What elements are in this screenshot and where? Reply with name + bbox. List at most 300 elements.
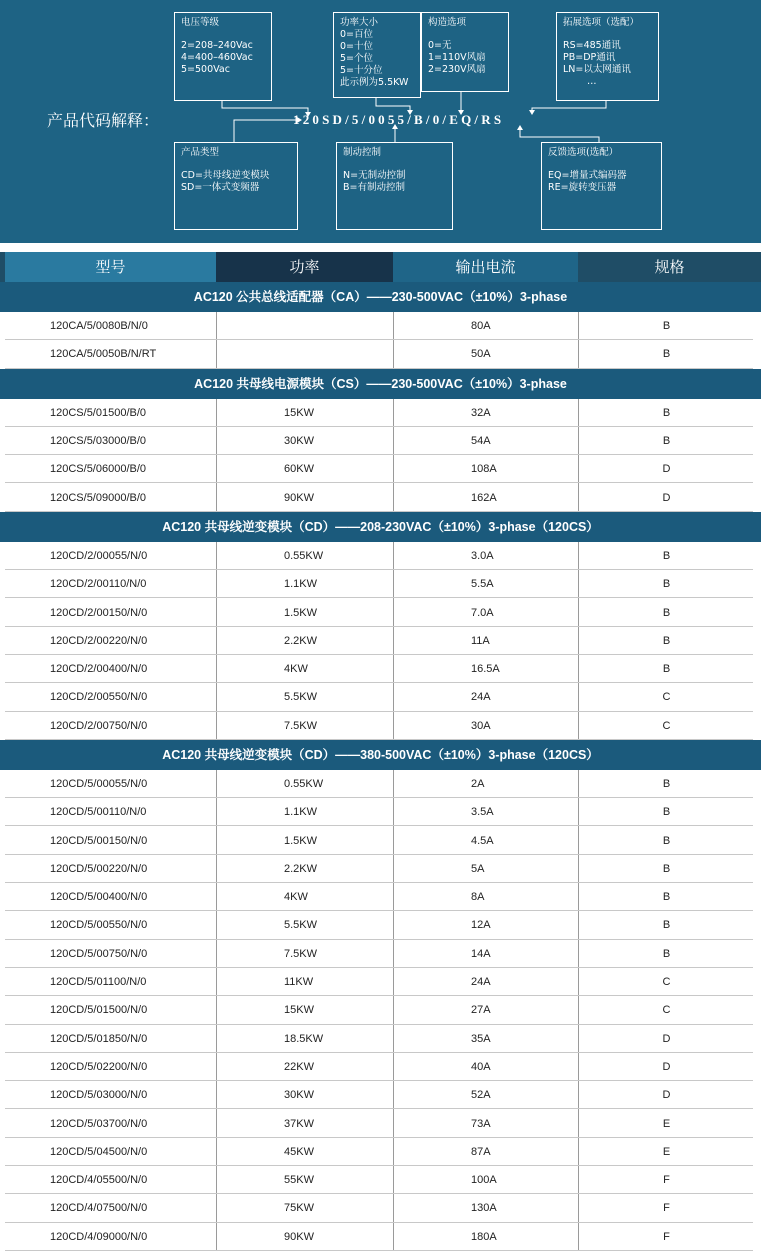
current-cell-text: 5A xyxy=(471,862,485,875)
power-cell-text: 90KW xyxy=(284,1230,314,1243)
spec-cell xyxy=(578,655,754,683)
construction-line: 2=230V风扇 xyxy=(428,64,486,75)
current-cell-text: 16.5A xyxy=(471,663,500,676)
power-cell xyxy=(216,399,394,427)
feedback-box xyxy=(541,142,662,230)
current-cell xyxy=(393,1053,579,1081)
model-cell-text: 120CD/5/04500/N/0 xyxy=(50,1145,148,1158)
current-cell-text: 87A xyxy=(471,1145,491,1158)
model-cell-text: 120CD/5/02200/N/0 xyxy=(50,1060,148,1073)
section-header: AC120 公共总线适配器（CA）——230-500VAC（±10%）3-phase xyxy=(0,282,761,312)
power-cell xyxy=(216,570,394,598)
table-row xyxy=(0,968,761,996)
spec-cell xyxy=(578,627,754,655)
model-cell-text: 120CS/5/03000/B/0 xyxy=(50,435,147,448)
model-cell-text: 120CD/2/00400/N/0 xyxy=(50,663,148,676)
power-cell xyxy=(216,627,394,655)
model-cell-text: 120CD/5/00055/N/0 xyxy=(50,778,148,790)
current-cell xyxy=(393,1166,579,1194)
current-cell-text: 30A xyxy=(471,719,491,732)
current-cell xyxy=(393,940,579,968)
power-cell xyxy=(216,340,394,368)
power-cell xyxy=(216,683,394,711)
power-cell xyxy=(216,427,394,455)
power-cell-text: 1.1KW xyxy=(284,578,318,591)
model-cell-text: 120CD/2/00150/N/0 xyxy=(50,606,148,619)
product-code-diagram xyxy=(0,0,761,243)
table-row xyxy=(0,1194,761,1222)
model-cell-text: 120CD/2/00550/N/0 xyxy=(50,691,148,704)
power-cell xyxy=(216,598,394,626)
spec-cell-text: B xyxy=(662,578,671,591)
power-cell xyxy=(216,883,394,911)
example-product-code: 120SD/5/0055/B/0/EQ/RS xyxy=(293,112,505,127)
model-cell-text: 120CD/5/00400/N/0 xyxy=(50,891,148,904)
power-cell xyxy=(216,483,394,511)
model-cell-text: 120CA/5/0080B/N/0 xyxy=(50,320,148,333)
current-cell-text: 7.0A xyxy=(471,606,494,619)
power-box xyxy=(333,12,421,98)
power-cell xyxy=(216,855,394,883)
power-cell-text: 55KW xyxy=(284,1174,314,1187)
current-cell-text: 14A xyxy=(471,947,491,960)
spec-cell-text: B xyxy=(662,406,671,419)
feedback-line: EQ=增量式编码器 xyxy=(548,170,627,181)
current-cell-text: 11A xyxy=(471,634,490,647)
spec-cell-text: B xyxy=(662,806,671,819)
model-cell xyxy=(50,483,216,511)
table-row xyxy=(0,1109,761,1137)
table-row xyxy=(0,312,761,340)
spec-cell xyxy=(578,798,754,826)
model-cell-text: 120CD/2/00220/N/0 xyxy=(50,634,148,647)
code-explanation-label: 产品代码解释： xyxy=(47,111,160,130)
power-cell-text: 7.5KW xyxy=(284,719,318,732)
construction-box xyxy=(421,12,509,92)
current-cell xyxy=(393,911,579,939)
power-cell xyxy=(216,1025,394,1053)
current-cell xyxy=(393,770,579,798)
model-cell-text: 120CD/2/00110/N/0 xyxy=(50,578,147,591)
model-cell xyxy=(50,996,216,1024)
model-cell xyxy=(50,1223,216,1251)
power-line: 5=个位 xyxy=(340,53,374,64)
section-header: AC120 共母线逆变模块（CD）——208-230VAC（±10%）3-phase（120CS） xyxy=(0,512,761,542)
model-cell-text: 120CD/5/03700/N/0 xyxy=(50,1117,148,1130)
spec-cell-text: B xyxy=(662,634,671,647)
extension-line: LN=以太网通讯 xyxy=(563,64,631,75)
model-cell xyxy=(50,1053,216,1081)
model-cell xyxy=(50,855,216,883)
model-cell xyxy=(50,683,216,711)
spec-cell-text: C xyxy=(662,976,671,989)
table-row xyxy=(0,1053,761,1081)
model-cell-text: 120CD/5/00750/N/0 xyxy=(50,947,148,960)
section-header: AC120 共母线电源模块（CS）——230-500VAC（±10%）3-phase xyxy=(0,369,761,399)
spec-cell-text: D xyxy=(662,1089,671,1102)
brake-control-line: N=无制动控制 xyxy=(343,170,406,181)
spec-cell-text: C xyxy=(662,691,671,704)
spec-cell-text: C xyxy=(662,1004,671,1017)
table-row xyxy=(0,683,761,711)
current-cell-text: 32A xyxy=(471,406,491,419)
table-row xyxy=(0,542,761,570)
model-cell xyxy=(50,968,216,996)
current-cell xyxy=(393,598,579,626)
spec-cell xyxy=(578,883,754,911)
table-row xyxy=(0,399,761,427)
current-cell xyxy=(393,712,579,740)
header-power: 功率 xyxy=(216,252,393,282)
power-cell xyxy=(216,1053,394,1081)
power-cell xyxy=(216,1138,394,1166)
power-cell xyxy=(216,1194,394,1222)
model-cell xyxy=(50,598,216,626)
current-cell xyxy=(393,968,579,996)
model-cell-text: 120CD/5/00110/N/0 xyxy=(50,806,147,819)
spec-cell-text: C xyxy=(662,719,671,732)
current-cell-text: 8A xyxy=(471,891,485,904)
power-cell xyxy=(216,655,394,683)
spec-cell-text: F xyxy=(663,1230,670,1243)
spec-cell-text: D xyxy=(662,491,671,504)
header-model: 型号 xyxy=(5,252,216,282)
current-cell xyxy=(393,1223,579,1251)
power-line: 此示例为5.5KW xyxy=(340,77,409,88)
feedback-line: RE=旋转变压器 xyxy=(548,182,617,193)
model-cell xyxy=(50,1109,216,1137)
voltage-title: 电压等级 xyxy=(181,17,220,28)
spec-cell xyxy=(578,1194,754,1222)
power-cell-text: 0.55KW xyxy=(284,778,324,790)
brake-control-line: B=有制动控制 xyxy=(343,182,405,193)
model-cell xyxy=(50,826,216,854)
header-spec: 规格 xyxy=(578,252,761,282)
current-cell xyxy=(393,542,579,570)
current-cell xyxy=(393,340,579,368)
current-cell-text: 3.0A xyxy=(471,549,494,562)
model-cell xyxy=(50,399,216,427)
table-row xyxy=(0,712,761,740)
voltage-line: 5=500Vac xyxy=(181,64,230,75)
spec-cell xyxy=(578,911,754,939)
spec-cell xyxy=(578,770,754,798)
model-cell xyxy=(50,940,216,968)
current-cell-text: 2A xyxy=(471,778,485,790)
current-cell xyxy=(393,996,579,1024)
spec-cell-text: B xyxy=(662,891,671,904)
model-cell-text: 120CA/5/0050B/N/RT xyxy=(50,348,157,361)
current-cell xyxy=(393,826,579,854)
current-cell xyxy=(393,399,579,427)
current-cell-text: 162A xyxy=(471,491,497,504)
model-cell xyxy=(50,1166,216,1194)
product-type-line: SD=一体式变频器 xyxy=(181,182,260,193)
current-cell xyxy=(393,1081,579,1109)
current-cell-text: 80A xyxy=(471,320,491,333)
model-cell-text: 120CD/4/07500/N/0 xyxy=(50,1202,148,1215)
current-cell-text: 24A xyxy=(471,691,491,704)
spec-cell-text: D xyxy=(662,1060,671,1073)
model-cell-text: 120CD/4/05500/N/0 xyxy=(50,1174,148,1187)
current-cell-text: 52A xyxy=(471,1089,491,1102)
spec-cell xyxy=(578,1223,754,1251)
model-cell xyxy=(50,1194,216,1222)
power-cell-text: 22KW xyxy=(284,1060,314,1073)
spec-cell-text: B xyxy=(662,778,671,790)
current-cell xyxy=(393,455,579,483)
model-cell-text: 120CD/5/00550/N/0 xyxy=(50,919,148,932)
current-cell-text: 27A xyxy=(471,1004,491,1017)
extension-line: RS=485通讯 xyxy=(563,40,621,51)
spec-cell xyxy=(578,483,754,511)
spec-cell xyxy=(578,940,754,968)
power-cell-text: 45KW xyxy=(284,1145,314,1158)
spec-cell-text: B xyxy=(662,834,671,847)
model-cell-text: 120CD/5/01850/N/0 xyxy=(50,1032,148,1045)
table-row xyxy=(0,598,761,626)
table-row xyxy=(0,883,761,911)
current-cell-text: 12A xyxy=(471,919,491,932)
spec-cell-text: D xyxy=(662,1032,671,1045)
power-cell-text: 30KW xyxy=(284,1089,314,1102)
power-cell-text: 15KW xyxy=(284,1004,314,1017)
spec-cell-text: B xyxy=(662,606,671,619)
spec-cell-text: B xyxy=(662,549,671,562)
spec-cell-text: E xyxy=(662,1117,671,1130)
power-cell xyxy=(216,1109,394,1137)
current-cell xyxy=(393,427,579,455)
extension-title: 拓展选项（选配） xyxy=(563,17,640,28)
construction-line: 1=110V风扇 xyxy=(428,52,486,63)
model-cell-text: 120CD/4/09000/N/0 xyxy=(50,1230,148,1243)
table-row xyxy=(0,940,761,968)
product-type-title: 产品类型 xyxy=(181,147,220,158)
table-row xyxy=(0,1223,761,1251)
header-output-current: 输出电流 xyxy=(393,252,578,282)
current-cell xyxy=(393,1025,579,1053)
power-cell-text: 60KW xyxy=(284,463,314,476)
power-cell xyxy=(216,1081,394,1109)
spec-cell xyxy=(578,712,754,740)
spec-cell-text: B xyxy=(662,320,671,333)
table-row xyxy=(0,855,761,883)
model-cell-text: 120CS/5/01500/B/0 xyxy=(50,406,147,419)
model-cell-text: 120CD/5/01500/N/0 xyxy=(50,1004,148,1017)
model-cell xyxy=(50,655,216,683)
spec-cell xyxy=(578,1138,754,1166)
model-cell-text: 120CS/5/06000/B/0 xyxy=(50,463,147,476)
power-cell-text: 0.55KW xyxy=(284,549,324,562)
power-title: 功率大小 xyxy=(340,17,379,28)
extension-line: PB=DP通讯 xyxy=(563,52,616,63)
model-cell xyxy=(50,627,216,655)
voltage-line: 2=208–240Vac xyxy=(181,40,253,51)
spec-cell xyxy=(578,1081,754,1109)
table-row xyxy=(0,455,761,483)
power-cell xyxy=(216,1223,394,1251)
model-cell-text: 120CD/5/01100/N/0 xyxy=(50,976,147,989)
spec-cell xyxy=(578,312,754,340)
current-cell-text: 24A xyxy=(471,976,491,989)
extension-line: … xyxy=(587,76,597,87)
power-cell xyxy=(216,1166,394,1194)
model-cell xyxy=(50,712,216,740)
spec-cell xyxy=(578,542,754,570)
model-cell-text: 120CD/5/00150/N/0 xyxy=(50,834,148,847)
current-cell xyxy=(393,683,579,711)
current-cell xyxy=(393,655,579,683)
model-cell xyxy=(50,1025,216,1053)
power-cell-text: 1.5KW xyxy=(284,834,318,847)
table-row xyxy=(0,427,761,455)
model-cell xyxy=(50,1138,216,1166)
power-cell xyxy=(216,911,394,939)
power-cell-text: 7.5KW xyxy=(284,947,318,960)
spec-cell xyxy=(578,968,754,996)
power-cell-text: 4KW xyxy=(284,663,308,676)
table-row xyxy=(0,826,761,854)
feedback-title: 反馈选项(选配） xyxy=(548,147,619,158)
power-cell-text: 1.1KW xyxy=(284,806,318,819)
current-cell-text: 130A xyxy=(471,1202,497,1215)
model-cell xyxy=(50,312,216,340)
power-cell xyxy=(216,798,394,826)
table-row xyxy=(0,570,761,598)
power-cell-text: 37KW xyxy=(284,1117,314,1130)
power-cell-text: 18.5KW xyxy=(284,1032,324,1045)
spec-cell xyxy=(578,1025,754,1053)
spec-cell xyxy=(578,1166,754,1194)
power-cell-text: 11KW xyxy=(284,976,314,989)
table-body xyxy=(0,282,761,1251)
spec-cell xyxy=(578,399,754,427)
table-row xyxy=(0,1081,761,1109)
table-row xyxy=(0,996,761,1024)
table-row xyxy=(0,1138,761,1166)
power-cell-text: 1.5KW xyxy=(284,606,318,619)
spec-cell xyxy=(578,455,754,483)
power-cell-text: 2.2KW xyxy=(284,862,318,875)
current-cell xyxy=(393,1109,579,1137)
spec-cell-text: B xyxy=(662,919,671,932)
power-cell-text: 2.2KW xyxy=(284,634,318,647)
current-cell-text: 54A xyxy=(471,435,491,448)
power-cell xyxy=(216,542,394,570)
brake-control-box xyxy=(336,142,453,230)
spec-cell-text: B xyxy=(662,862,671,875)
current-cell-text: 5.5A xyxy=(471,578,494,591)
power-cell-text: 30KW xyxy=(284,435,314,448)
current-cell xyxy=(393,312,579,340)
table-row xyxy=(0,1025,761,1053)
power-cell xyxy=(216,312,394,340)
model-cell-text: 120CD/2/00750/N/0 xyxy=(50,719,148,732)
spec-cell xyxy=(578,427,754,455)
model-cell-text: 120CS/5/09000/B/0 xyxy=(50,491,147,504)
model-cell-text: 120CD/5/03000/N/0 xyxy=(50,1089,148,1102)
spec-cell xyxy=(578,1109,754,1137)
current-cell-text: 73A xyxy=(471,1117,491,1130)
power-cell-text: 75KW xyxy=(284,1202,314,1215)
current-cell-text: 35A xyxy=(471,1032,491,1045)
model-cell xyxy=(50,570,216,598)
spec-cell-text: F xyxy=(663,1174,670,1187)
table-header xyxy=(0,252,761,282)
power-line: 0=十位 xyxy=(340,41,374,52)
current-cell xyxy=(393,570,579,598)
spec-cell xyxy=(578,1053,754,1081)
power-cell xyxy=(216,968,394,996)
table-row xyxy=(0,627,761,655)
model-cell xyxy=(50,883,216,911)
power-cell xyxy=(216,712,394,740)
current-cell xyxy=(393,883,579,911)
table-row xyxy=(0,911,761,939)
model-cell xyxy=(50,427,216,455)
current-cell xyxy=(393,1194,579,1222)
power-cell xyxy=(216,996,394,1024)
power-cell xyxy=(216,770,394,798)
model-cell xyxy=(50,455,216,483)
model-cell-text: 120CD/2/00055/N/0 xyxy=(50,549,148,562)
current-cell xyxy=(393,798,579,826)
power-cell xyxy=(216,455,394,483)
spec-cell xyxy=(578,855,754,883)
section-header: AC120 共母线逆变模块（CD）——380-500VAC（±10%）3-phase（120CS） xyxy=(0,740,761,770)
model-cell xyxy=(50,1081,216,1109)
spec-cell-text: B xyxy=(662,663,671,676)
current-cell-text: 50A xyxy=(471,348,491,361)
spec-cell xyxy=(578,340,754,368)
spec-table xyxy=(0,252,761,1251)
product-type-box xyxy=(174,142,298,230)
current-cell-text: 40A xyxy=(471,1060,491,1073)
current-cell xyxy=(393,627,579,655)
power-cell-text: 5.5KW xyxy=(284,919,318,932)
table-row xyxy=(0,798,761,826)
current-cell-text: 100A xyxy=(471,1174,497,1187)
model-cell-text: 120CD/5/00220/N/0 xyxy=(50,862,148,875)
power-cell-text: 90KW xyxy=(284,491,314,504)
model-cell xyxy=(50,798,216,826)
spec-cell-text: F xyxy=(663,1202,670,1215)
current-cell xyxy=(393,483,579,511)
table-row xyxy=(0,340,761,368)
spec-cell-text: B xyxy=(662,348,671,361)
current-cell xyxy=(393,1138,579,1166)
table-row xyxy=(0,770,761,798)
spec-cell xyxy=(578,826,754,854)
spec-cell xyxy=(578,996,754,1024)
power-cell-text: 5.5KW xyxy=(284,691,318,704)
product-type-line: CD=共母线逆变模块 xyxy=(181,170,270,181)
construction-line: 0=无 xyxy=(428,40,452,51)
spec-cell xyxy=(578,570,754,598)
model-cell xyxy=(50,770,216,798)
model-cell xyxy=(50,542,216,570)
table-row xyxy=(0,655,761,683)
current-cell xyxy=(393,855,579,883)
table-row xyxy=(0,483,761,511)
current-cell-text: 3.5A xyxy=(471,806,494,819)
current-cell-text: 180A xyxy=(471,1230,497,1243)
extension-box xyxy=(556,12,659,101)
voltage-line: 4=400–460Vac xyxy=(181,52,253,63)
table-row xyxy=(0,1166,761,1194)
construction-title: 构造选项 xyxy=(428,17,467,28)
spec-cell-text: D xyxy=(662,463,671,476)
